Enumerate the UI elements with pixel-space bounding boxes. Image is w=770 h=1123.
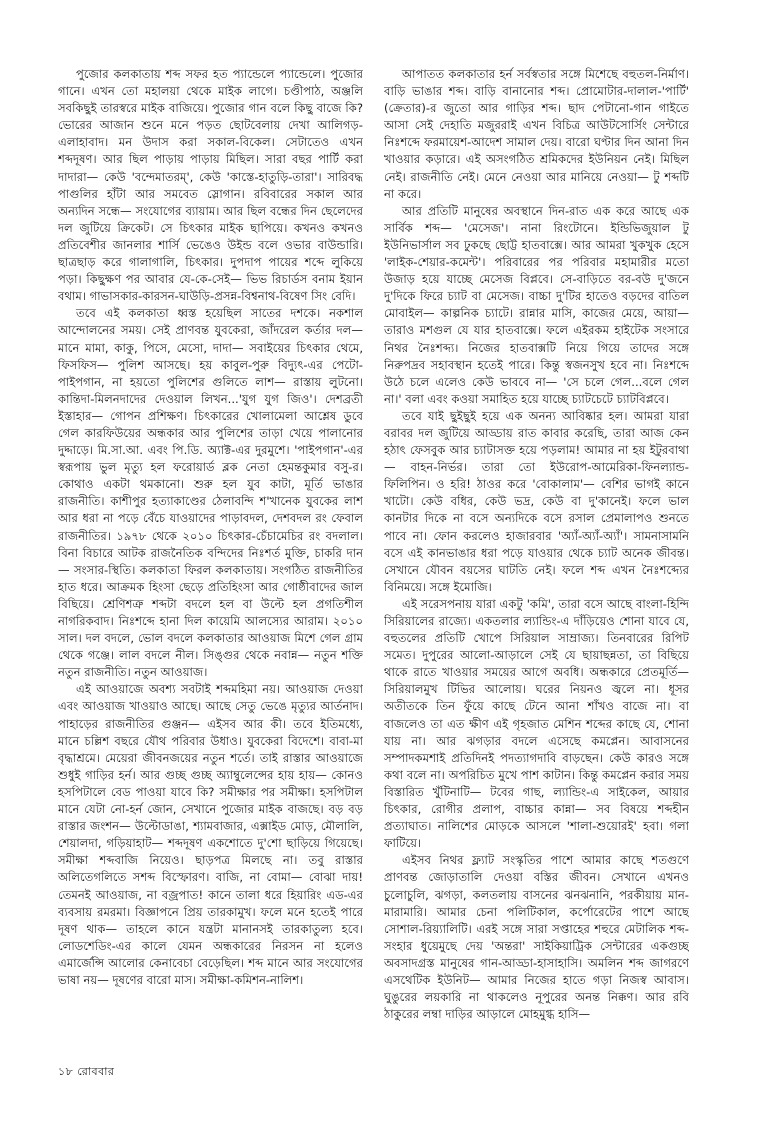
paragraph: তবে যাই ছুইছুই হয়ে এক অনন্য আবিষ্কার হল। আমরা যারা বরাবর দল জুটিয়ে আড্ডায় রাত কাবার করেছি, তারা আজ কেন হঠাৎ ফেসবুক আর চ্যাটাসক্ত হয়ে পড়লাম! আমার না হয় ইটুরবাথা— বাহন-নির্ভর। তারা তো ইউরোপ-আমেরিকা-ফিনল্যান্ড-ফিলিপিন। ও হরি! ঠাওর করে 'বোকালাম'— বেশির ভাগই কানে খাটো। কেউ বধির, কেউ ভদ্র, কেউ বা দু'কানেই। ফলে ভাল কানটার দিকে না বসে অন্যদিকে বসে রসাল প্রেমালাপও শুনতে পাবে না। ফোন করলেও হাজারবার 'অ্যাঁ-অ্যাঁ-অ্যাঁ'। সামনাসামনি বসে এই কানভাঙার ধরা পড়ে যাওয়ার থেকে চ্যাট অনেক জীবন্ত। সেখানে যৌবন বয়সের ঘাটতি নেই। ফলে শব্দ এখন নৈঃশব্দ্যের বিনিময়ে। সঙ্গে ইমোজি। [384, 408, 689, 594]
article-column-left [58, 66, 363, 1046]
paragraph: পুজোর কলকাতায় শব্দ সফর হত প্যান্ডেলে প্যান্ডেলে। পুজোর গানে। এখন তো মহালয়া থেকে মাইক লাগে। চণ্ডীপাঠ, অঞ্জলি সবকিছুই তারস্বরে মাইক বাজিয়ে। পুজোর গান বলে কিছু বাজে কি? ভোরের আজান শুনে মনে পড়ত ছোটবেলায় দেখা আলিগড়-এলাহাবাদ। মন উদাস করা সকাল-বিকেল। সেটাতেও এখন শব্দদূষণ। আর ছিল পাড়ায় পাড়ায় মিছিল। সারা বছর পার্টি করা দাদারা— কেউ 'বন্দেমাতরম্', কেউ 'কাস্তে-হাতুড়ি-তারা'। সারিবদ্ধ পাগুলির হাঁটা আর সমবেত স্লোগান। রবিবারের সকাল আর অন্যদিন সন্ধে— সংযোগের ব্যায়াম। আর ছিল বন্ধের দিন ছেলেদের দল জুটিয়ে ক্রিকেট। সে চিৎকার মাইক ছাপিয়ে। কখনও কখনও প্রতিবেশীর জানলার শার্সি ভেঙেও উইন্ড বলে ওভার বাউন্ডারি। ছাত্রছাড় করে গালাগালি, চিৎকার। দুপদাপ পায়ের শব্দে লুকিয়ে পড়া। কিছুক্ষণ পর আবার যে-কে-সেই— ভিভ রিচার্ডস বনাম ইয়ান বথাম। গাভাসকার-কারসন-ঘাউড়ি-প্রসন্ন-বিশ্বনাথ-বিষেণ সিং বেদি। [58, 67, 363, 304]
paragraph: তবে এই কলকাতা ধ্বস্ত হয়েছিল সাতের দশকে। নকশাল আন্দোলনের সময়। সেই প্রাণবন্ত যুবকেরা, জাঁদরেল কর্তার দল— মানে মামা, কাকু, পিসে, মেসো, দাদা— সবাইয়ের চিৎকার থেমে, ফিসফিস— পুলিশ আসছে। হয় কাবুল-পুরু বিদ্যুৎ-এর পেটো-পাইপগান, না হয়তো পুলিশের গুলিতে লাশ— রাস্তায় লুটনো। কান্তিদা-মিলনদাদের দেওয়াল লিখন...'যুগ যুগ জিও'। দেশব্রতী ইস্তাহার— গোপন প্রশিক্ষণ। চিৎকারের খোলামেলা আশ্লেষ ডুবে গেল কারফিউয়ের অন্ধকার আর পুলিশের তাড়া খেয়ে পালানোর দুদ্দাড়ে। মি.সা.আ. এবং পি.ডি. অ্যাক্ট-এর দুরমুশে। 'পাইপগান'-এর স্বরূপায় ভুল মৃত্যু হল ফরোয়ার্ড ব্লক নেতা হেমন্তকুমার বসু-র। কোথাও একটা থমকানো। শুরু হল যুব কাটা, মূর্তি ভাঙার রাজনীতি। কাশীপুর হত্যাকাণ্ডের ঠেলাবন্দি শ'খানেক যুবকের লাশ আর ধরা না পড়ে বেঁচে যাওয়াদের পাড়াবদল, দেশবদল রং ফেবাল রাজনীতির। ১৯৭৮ থেকে ২০১০ চিৎকার-চেঁচামেচির রং বদলাল। বিনা বিচারে আটক রাজনৈতিক বন্দিদের নিঃশর্ত মুক্তি, চাকরি দান— সংসার-স্থিতি। কলকাতা ফিরল কলকাতায়। সংগঠিত রাজনীতির হাত ধরে। আক্রমক হিংসা ছেড়ে প্রতিহিংসা আর গোষ্ঠীবাদের জাল বিছিয়ে। শ্রেণিশত্রু শব্দটা বদলে হল বা উল্টে হল প্রগতিশীল নাগরিকবাদ। নিঃশব্দে হানা দিল কায়েমি আলস্যের আরাম। ২০১০ সাল। দল বদলে, ভোল বদলে কলকাতার আওয়াজ মিশে গেল গ্রাম থেকে গঞ্জে। লাল বদলে নীল। সিঙ্গুর থেকে নবান্ন— নতুন শক্তি নতুন রাজনীতি। নতুন আওয়াজ। [58, 306, 363, 680]
section-name: রোববার [77, 1065, 115, 1078]
page-footer [58, 1063, 114, 1082]
paragraph: আপাতত কলকাতার হর্ন সর্বস্বতার সঙ্গে মিশেছে বহুতল-নির্মাণ। বাড়ি ভাঙার শব্দ। বাড়ি বানানোর শব্দ। প্রোমোটার-দালাল-'পার্টি' (ক্রেতার)-র জুতো আর গাড়ির শব্দ। ছাদ পেটানো-গান গাইতে আসা সেই দেহাতি মজুররাই এখন বিচিত্র আউটসোর্সিং সেন্টারে নিঃশব্দে ফরমায়েশ-আদেশ সামাল দেয়। বারো ঘণ্টার দিন আনা দিন খাওয়ার কড়ারে। এই অসংগঠিত শ্রমিকদের ইউনিয়ন নেই। মিছিল নেই। রাজনীতি নেই। মেনে নেওয়া আর মানিয়ে নেওয়া— টু শব্দটি না করে। [384, 67, 689, 201]
article-column-right [384, 66, 689, 1046]
paragraph: এই সরেসপনায় যারা একটু 'কমি', তারা বসে আছে বাংলা-হিন্দি সিরিয়ালের রাজ্যে। একতলার ল্যান্ডিং-এ দাঁড়িয়েও শোনা যাবে যে, বহুতলের প্রতিটি খোপে সিরিয়াল সাম্রাজ্য। তিনবারের রিপিট সমেত। দুপুরের আলো-আড়ালে সেই যে ছায়াছন্নতা, তা বিছিয়ে থাকে রাতে খাওয়ার সময়ের আগে অবধি। অন্ধকারে প্রেতমূর্তি— সিরিয়ালমুখ টিভির আলোয়। ঘরের নিয়নও জ্বলে না। ধূসর অতীতকে তিন ফুঁয়ে কাছে টেনে আনা শাঁখও বাজে না। বা বাজলেও তা এত ক্ষীণ এই গৃহজাত মেশিন শব্দের কাছে যে, শোনা যায় না। আর ঝগড়ার বদলে এসেছে কমপ্লেন। আবাসনের সম্পাদকমশাই প্রতিদিনই পদত্যাগদাবি বাড়ছেন। কেউ কারও সঙ্গে কথা বলে না। অপরিচিত মুখে পাশ কাটান। কিন্তু কমপ্লেন করার সময় বিস্তারিত খুঁটিনাটি— টবের গাছ, ল্যান্ডিং-এ সাইকেল, আয়ার চিৎকার, রোগীর প্রলাপ, বাচ্চার কান্না— সব বিষয়ে শব্দহীন প্রত্যাঘাত। নালিশের মোড়কে আসলে 'শালা-শুয়োরই' হবা। গলা ফাটিয়ে। [384, 596, 689, 851]
paragraph: এই আওয়াজে অবশ্য সবটাই শব্দমহিমা নয়। আওয়াজ দেওয়া এবং আওয়াজ খাওয়াও আছে। আছে সেতু ভেঙে মৃত্যুর আর্তনাদ। পাহাড়ের রাজনীতির গুঞ্জন— এইসব আর কী। তবে ইতিমধ্যে, মানে চল্লিশ বছরে যৌথ পরিবার উধাও। যুবকেরা বিদেশে। বাবা-মা বৃদ্ধাশ্রমে। মেয়েরা জীবনজয়ের নতুন শর্তে। তাই রাস্তার আওয়াজে শুধুই গাড়ির হর্ন। আর গুচ্ছ গুচ্ছ অ্যাম্বুলেন্সের হায় হায়— কোনও হসপিটালে বেড পাওয়া যাবে কি? সমীক্ষার পর সমীক্ষা। হসপিটাল মানে যেটা নো-হর্ন জোন, সেখানে পুজোর মাইক বাজছে। বড় বড় রাস্তার জংশন— উল্টোডাঙা, শ্যামবাজার, এক্সাইড মোড়, মৌলালি, শেয়ালদা, গড়িয়াহাট— শব্দদূষণ একশোতে দু'শো ছাড়িয়ে গিয়েছে। সমীক্ষা শব্দবাজি নিয়েও। ছাড়পত্র মিলছে না। তবু রাস্তার অলিতেগলিতে সশব্দ বিস্ফোরণ। বাজি, না বোমা— বোঝা দায়! তেমনই আওয়াজ, না বজ্রপাত! কানে তালা ধরে হিয়ারিং এড-এর ব্যবসায় রমরমা। বিজ্ঞাপনে প্রিয় তারকামুখ। ফলে মনে হতেই পারে দূষণ থাক— তাহলে কানে যন্ত্রটা মানানসই তারকাতুল্য হবে। লোডশেডিং-এর কালে যেমন অন্ধকারের নিরসন না হলেও এমার্জেন্সি আলোর কেনাবেচা বেড়েছিল। শব্দ মানে আর সংযোগের ভাষা নয়— দূষণের বারো মাস। সমীক্ষা-কমিশন-নালিশ। [58, 682, 363, 987]
paragraph: এইসব নিথর ফ্ল্যাট সংস্কৃতির পাশে আমার কাছে শতগুণে প্রাণবন্ত জোড়াতালি দেওয়া বস্তির জীবন। সেখানে এখনও চুলোচুলি, ঝগড়া, কলতলায় বাসনের ঝনঝনানি, পরকীয়ায় মান-মারামারি। আমার চেনা পলিটিকাল, কর্পোরেটের পাশে আছে সোশাল-রিয়্যালিটি। এরই সঙ্গে সারা সপ্তাহের শহুরে মেটালিক শব্দ-সংহার ধুয়েমুছে দেয় 'অন্তরা' সাইকিয়াট্রিক সেন্টারের একগুচ্ছ অবসাদগ্রস্ত মানুষের গান-আড্ডা-হাসাহাসি। অমলিন শব্দ জাগরণে এসথেটিক ইউনিট— আমার নিজের হাতে গড়া নিজস্ব আবাস। ঘুঙুরের লয়কারি না থাকলেও নূপুরের অনন্ত নিক্কণ। আর রবি ঠাকুরের লম্বা দাড়ির আড়ালে মোহমুগ্ধ হাসি— [384, 853, 689, 1022]
page-number: ১৮ [58, 1065, 74, 1078]
paragraph: আর প্রতিটি মানুষের অবস্থানে দিন-রাত এক করে আছে এক সার্বিক শব্দ— 'মেসেজ'। নানা রিংটোনে। ইন্ডিভিজুয়াল টু ইউনিভার্সাল সব ঢুকছে ছোট্ট হাতবাক্সে। আর আমরা খুকখুক হেসে 'লাইক-শেয়ার-কমেন্ট'। পরিবারের পর পরিবার মহামারীর মতো উজাড় হয়ে যাচ্ছে মেসেজ বিপ্লবে। সে-বাড়িতে বর-বউ দু'জনে দু'দিকে ফিরে চ্যাট বা মেসেজ। বাচ্চা দু'টির হাতেও বড়দের বাতিল মোবাইল— কাল্পনিক চ্যাটে। রান্নার মাসি, কাজের মেয়ে, আয়া— তারাও মশগুল যে যার হাতবাক্সে। ফলে এইরকম হাইটেক সংসারে নিথর নৈঃশব্দ্য। নিজের হাতবাক্সটি নিয়ে গিয়ে তাদের সঙ্গে নিরুপদ্রব সহাবস্থান হতেই পারে। কিন্তু স্বজনসুখ হবে না। নিঃশব্দে উঠে চলে এলেও কেউ ভাববে না— 'সে চলে গেল...বলে গেল না।' বলা এবং কওয়া সমাহিত হয়ে যাচ্ছে চ্যাটচেটে চ্যাটবিপ্লবে। [384, 203, 689, 406]
